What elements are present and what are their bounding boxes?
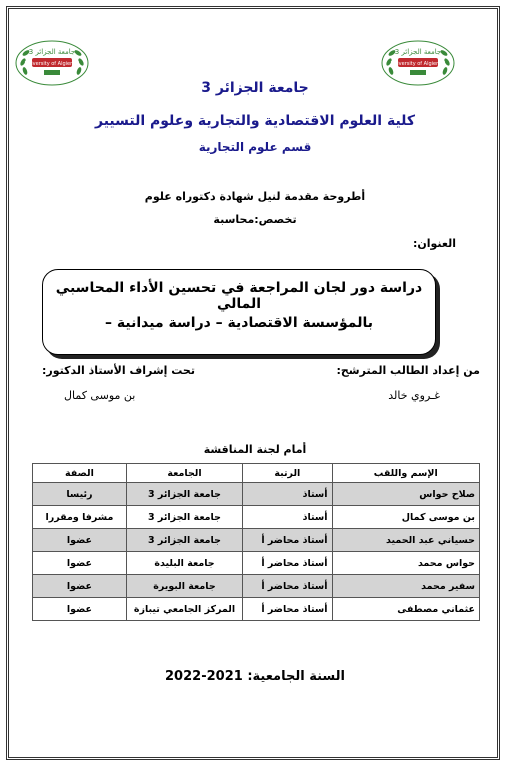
member-university: جامعة البويرة [126,575,242,598]
member-name: بن موسى كمال [332,506,480,529]
col-university-header: الجامعة [126,464,242,483]
col-role-header: الصفة [33,464,127,483]
col-name-header: الإسم واللقب [332,464,480,483]
member-name: عثماني مصطفى [332,598,480,621]
student-name: غـروي خالد [388,389,440,402]
member-rank: أستاذ محاضر أ [243,598,332,621]
member-role: عضوا [33,552,127,575]
university-logo-right [380,36,456,86]
svg-text:University of Algiers 3: University of Algiers 3 [390,61,446,67]
member-name: سفير محمد [332,575,480,598]
prepared-by-label: من إعداد الطالب المترشح: [336,364,480,377]
member-rank: أستاذ محاضر أ [243,575,332,598]
table-row [33,598,480,621]
table-row [33,529,480,552]
jury-title: أمام لجنة المناقشة [203,443,307,456]
supervisor-label: تحت إشراف الأستاذ الدكتور: [42,364,195,377]
table-row [33,552,480,575]
supervisor-name: بن موسى كمال [64,389,136,402]
jury-table [32,463,480,621]
member-name: صلاح حواس [332,483,480,506]
member-role: عضوا [33,529,127,552]
thesis-title-box [42,269,436,355]
member-rank: أستاذ محاضر أ [243,529,332,552]
member-rank: أستاذ محاضر أ [243,552,332,575]
table-row [33,506,480,529]
member-university: المركز الجامعي تيبازة [126,598,242,621]
department-name: قسم علوم التجارية [198,140,312,154]
col-rank-header: الرتبة [243,464,332,483]
academic-year: السنة الجامعية: 2021-2022 [165,669,345,684]
member-rank: أستاذ [243,483,332,506]
member-university: جامعة البليدة [126,552,242,575]
thesis-title-line2: بالمؤسسة الاقتصادية – دراسة ميدانية – [105,315,373,331]
svg-text:University of Algiers 3: University of Algiers 3 [24,61,80,67]
member-role: رئيسا [33,483,127,506]
thesis-type: أطروحة مقدمة لنيل شهادة دكتوراه علوم [144,190,366,203]
member-university: جامعة الجزائر 3 [126,529,242,552]
university-logo-left [14,36,90,86]
svg-text:جامعة الجزائر 3: جامعة الجزائر 3 [28,48,76,56]
member-role: عضوا [33,575,127,598]
member-role: مشرفا ومقررا [33,506,127,529]
jury-header-row [33,464,480,483]
university-name: جامعة الجزائر 3 [201,80,309,96]
thesis-title-line1: دراسة دور لجان المراجعة في تحسين الأداء المحاسبي المالي [55,280,423,312]
member-name: حسياني عبد الحميد [332,529,480,552]
title-label: العنوان: [412,237,456,250]
member-university: جامعة الجزائر 3 [126,483,242,506]
table-row [33,483,480,506]
thesis-specialty: تخصص:محاسبة [213,213,297,226]
member-role: عضوا [33,598,127,621]
member-name: حواس محمد [332,552,480,575]
faculty-name: كلية العلوم الاقتصادية والتجارية وعلوم التسيير [94,113,416,129]
svg-text:جامعة الجزائر 3: جامعة الجزائر 3 [394,48,442,56]
table-row [33,575,480,598]
member-rank: أستاذ [243,506,332,529]
member-university: جامعة الجزائر 3 [126,506,242,529]
